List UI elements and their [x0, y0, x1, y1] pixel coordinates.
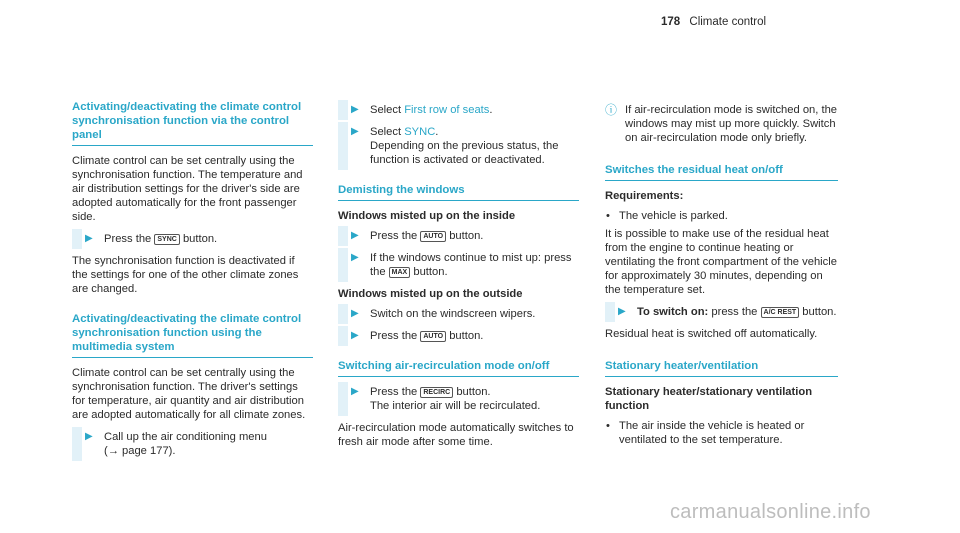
heading-demisting: Demisting the windows [338, 183, 579, 201]
arrow-icon: ▶ [351, 230, 359, 241]
column-middle [338, 103, 579, 457]
heading-sync-control-panel: Activating/deactivating the climate control synchronisation function via the control panel [72, 100, 313, 146]
step: ▶ Press the RECIRC button. The interior air will be recirculated. [338, 385, 579, 413]
paragraph: Climate control can be set centrally using the synchronisation function. The driver's settings for temperature, air quantity and air distribution are adopted automatically for all climate zones. [72, 367, 306, 421]
column-right [605, 103, 838, 451]
note: ⓘ If air-recirculation mode is switched on, the windows may mist up more quickly. Switch on air-recirculation mode only briefly. [605, 103, 838, 144]
arrow-icon: ▶ [351, 126, 359, 137]
bullet-icon: • [606, 420, 610, 432]
subheading: Stationary heater/stationary ventilation function [605, 386, 813, 412]
recirculation-key-icon: RECIRC [420, 387, 453, 398]
sync-key-icon: SYNC [154, 234, 179, 245]
paragraph: Residual heat is switched off automatically. [605, 328, 818, 340]
step: ▶ Select SYNC. Depending on the previous status, the function is activated or deactivated. [338, 125, 579, 167]
bullet-icon: • [606, 210, 610, 222]
heading-sync-multimedia: Activating/deactivating the climate control synchronisation function using the multimedia system [72, 312, 313, 358]
auto-key-icon: AUTO [420, 231, 446, 242]
step: ▶ Switch on the windscreen wipers. [338, 307, 579, 321]
step: ▶ Call up the air conditioning menu (→ page 177). [72, 430, 313, 458]
paragraph: Climate control can be set centrally using the synchronisation function. The temperature and air distribution settings for the driver's side are adopted automatically for the front passenger side. [72, 155, 303, 223]
page-header [661, 15, 766, 29]
heading-stationary-heater: Stationary heater/ventilation [605, 359, 838, 377]
subheading: Windows misted up on the inside [338, 210, 516, 222]
list-item: • The vehicle is parked. [606, 210, 728, 222]
watermark: carmanualsonline.info [670, 501, 871, 523]
arrow-icon: ▶ [351, 104, 359, 115]
auto-key-icon: AUTO [420, 331, 446, 342]
page-number: 178 [661, 16, 681, 28]
step: ▶ If the windows continue to mist up: press the MAX button. [338, 251, 579, 279]
arrow-icon: ▶ [351, 252, 359, 263]
paragraph: Air-recirculation mode automatically switches to fresh air mode after some time. [338, 422, 574, 448]
arrow-icon: ▶ [351, 308, 359, 319]
arrow-icon: ▶ [618, 306, 626, 317]
paragraph: It is possible to make use of the residual heat from the engine to continue heating or ventilating the front compartment of the vehicle for approximately 30 minutes, depending on the temperature set. [605, 228, 837, 296]
column-left [72, 100, 313, 466]
step: ▶ To switch on: press the A/C REST button. [605, 305, 838, 319]
paragraph: The synchronisation function is deactivated if the settings for one of the other climate zones are changed. [72, 255, 299, 295]
list-item: • The air inside the vehicle is heated or ventilated to the set temperature. [606, 420, 805, 446]
chapter-title: Climate control [689, 16, 767, 28]
heading-residual-heat: Switches the residual heat on/off [605, 163, 838, 181]
arrow-icon: ▶ [351, 330, 359, 341]
arrow-icon: ▶ [85, 233, 93, 244]
arrow-icon: ▶ [351, 386, 359, 397]
arrow-icon: ▶ [85, 431, 93, 442]
info-icon: ⓘ [605, 103, 618, 117]
requirements-label: Requirements: [605, 190, 684, 202]
step: ▶ Press the SYNC button. [72, 232, 313, 246]
heading-recirculation: Switching air-recirculation mode on/off [338, 359, 579, 377]
menu-item-sync[interactable]: SYNC [404, 126, 436, 138]
max-defrost-key-icon: MAX [389, 267, 411, 278]
subheading: Windows misted up on the outside [338, 288, 523, 300]
step: ▶ Select First row of seats. [338, 103, 579, 117]
page-reference[interactable]: (→ page 177). [104, 445, 176, 457]
menu-item-first-row[interactable]: First row of seats [404, 104, 490, 116]
ac-rest-key-icon: A/C REST [761, 307, 800, 318]
step: ▶ Press the AUTO button. [338, 329, 579, 343]
step: ▶ Press the AUTO button. [338, 229, 579, 243]
